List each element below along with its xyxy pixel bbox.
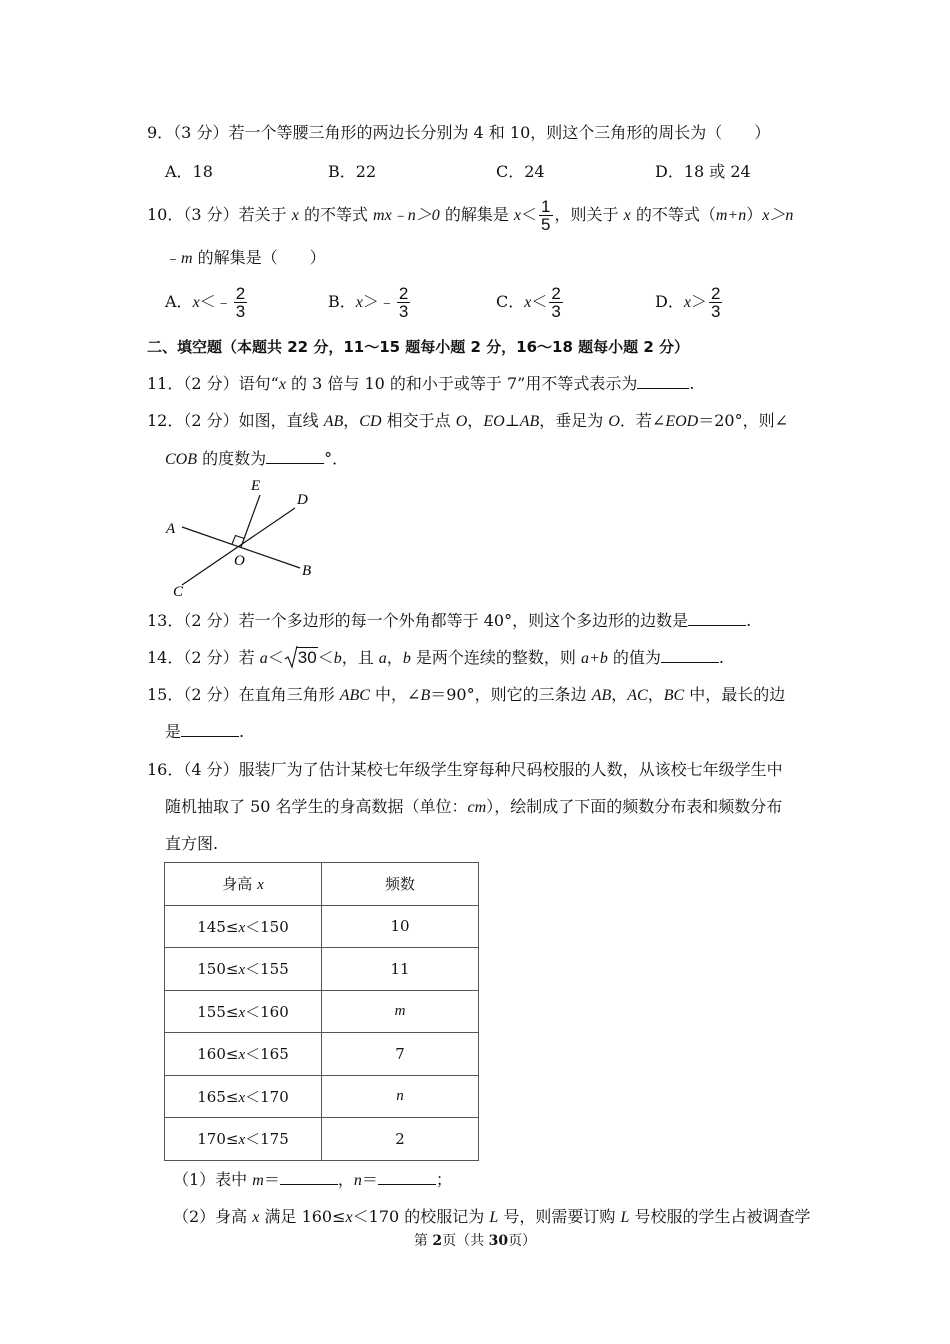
answer-blank [280,1170,338,1185]
label-b: B [302,563,312,579]
label-o: O [234,553,245,569]
q16-line2: 随机抽取了 50 名学生的身高数据（单位：cm），绘制成了下面的频数分布表和频数分布 [165,797,783,816]
answer-blank [378,1170,436,1185]
answer-blank [637,374,689,389]
table-row: 150≤x＜155 11 [165,948,479,991]
q9-option-c: C．24 [496,162,545,181]
q14: 14．（2 分）若 a＜ 30＜b，且 a，b 是两个连续的整数，则 a+b 的值为 . [147,648,725,667]
section-heading: 二、填空题（本题共 22 分，11～15 题每小题 2 分，16～18 题每小题 2 分） [147,338,690,356]
q10-line2: ﹣m 的解集是（ ） [165,248,326,267]
q13: 13．（2 分）若一个多边形的每一个外角都等于 40°，则这个多边形的边数是 . [147,611,752,630]
geometry-figure [160,475,330,600]
frequency-table [164,862,479,1161]
table-row: 160≤x＜165 7 [165,1033,479,1076]
table-row: 170≤x＜175 2 [165,1118,479,1161]
q16-sub2: （2）身高 x 满足 160≤x＜170 的校服记为 L 号，则需要订购 L 号校服的学生占被调查学 [173,1207,811,1226]
table-row: 155≤x＜160 m [165,990,479,1033]
q12-line1: 12．（2 分）如图，直线 AB，CD 相交于点 O，EO⊥AB，垂足为 O．若∠EOD＝20°，则∠ [147,411,788,430]
q15-line1: 15．（2 分）在直角三角形 ABC 中，∠B＝90°，则它的三条边 AB，AC，BC 中，最长的边 [147,685,786,704]
label-a: A [166,521,176,537]
q11: 11．（2 分）语句“x 的 3 倍与 10 的和小于或等于 7”用不等式表示为 . [147,374,695,393]
q10-option-b: B．x＞﹣ $\frac{2}{3}$ [328,284,409,321]
answer-blank [266,449,324,464]
table-header-row [165,863,479,906]
table-row: 165≤x＜170 n [165,1075,479,1118]
q15-line2: 是 . [165,722,245,741]
q16-sub1: （1）表中 m＝ ，n＝ ； [173,1170,452,1189]
q10-line1: 10．（3 分）若关于 x 的不等式 mx﹣n＞0 的解集是 x＜ $\frac{1}{5}$ ，则关于 x 的不等式（m+n）x＞n [147,197,794,234]
answer-blank [661,648,719,663]
answer-blank [688,611,746,626]
square-root: 30 [284,648,318,668]
q10-option-d: D．x＞ $\frac{2}{3}$ [655,284,721,321]
label-d: D [297,492,308,508]
label-e: E [251,478,261,494]
table-row: 145≤x＜150 10 [165,905,479,948]
ray-oe [241,495,260,547]
q9-option-b: B．22 [328,162,377,181]
q12-line2: COB 的度数为 °． [165,449,349,468]
label-c: C [173,584,184,600]
page-footer: 第 2页（共 30页） [413,1233,537,1249]
line-cd [182,508,295,585]
header-height: 身高 x [165,863,322,906]
q10-option-a: A．x＜﹣ $\frac{2}{3}$ [165,284,246,321]
fraction-one-fifth: $\frac{1}{5}$ [541,197,551,234]
q16-line1: 16．（4 分）服装厂为了估计某校七年级学生穿每种尺码校服的人数，从该校七年级学生中 [147,760,783,779]
answer-blank [181,722,239,737]
header-frequency: 频数 [322,863,479,906]
q9-option-d: D．18 或 24 [655,162,751,181]
q10-option-c: C．x＜ $\frac{2}{3}$ [496,284,561,321]
q16-line3: 直方图. [165,834,219,853]
q9-option-a: A．18 [165,162,213,181]
q9-stem: 9．（3 分）若一个等腰三角形的两边长分别为 4 和 10，则这个三角形的周长为（ ） [147,123,771,142]
